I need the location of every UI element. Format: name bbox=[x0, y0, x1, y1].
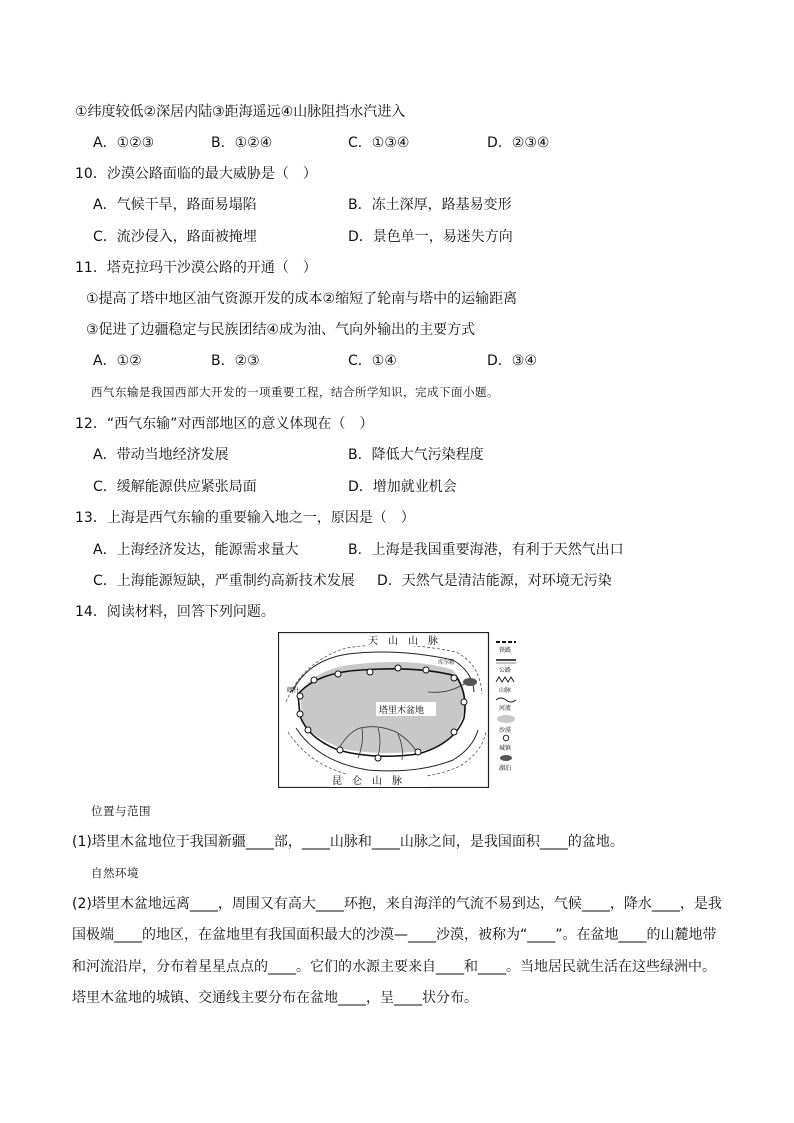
q13-option-d: D．天然气是清洁能源，对环境无污染 bbox=[377, 573, 612, 589]
tarim-basin-map bbox=[278, 632, 520, 788]
label-tianshan: 天 山 山 脉 bbox=[368, 636, 438, 647]
q10-option-b: B．冻土深厚，路基易变形 bbox=[348, 197, 512, 213]
lake-icon bbox=[463, 678, 477, 686]
q14-stem: 14．阅读材料，回答下列问题。 bbox=[75, 604, 275, 620]
q14-part2-line4: 塔里木盆地的城镇、交通线主要分布在盆地____，呈____状分布。 bbox=[72, 990, 478, 1006]
q9-items: ①纬度较低②深居内陆③距海遥远④山脉阻挡水汽进入 bbox=[75, 104, 406, 120]
label-kashgar: 喀什 bbox=[287, 686, 300, 694]
q11-option-d: D．③④ bbox=[487, 353, 537, 369]
q11-option-c: C．①④ bbox=[348, 353, 397, 369]
q14-part2-line1: (2)塔里木盆地远离____，周围又有高大____环抱，来自海洋的气流不易到达，气候____，降水____，是我 bbox=[72, 896, 722, 912]
svg-text:城镇: 城镇 bbox=[499, 745, 512, 752]
q10-option-a: A．气候干旱，路面易塌陷 bbox=[93, 197, 257, 213]
label-korla: 库尔勒 bbox=[438, 660, 455, 666]
q13-stem: 13．上海是西气东输的重要输入地之一，原因是（ ） bbox=[75, 510, 415, 526]
q14-part1: (1)塔里木盆地位于我国新疆____部，____山脉和____山脉之间，是我国面积____的盆地。 bbox=[72, 834, 624, 850]
svg-text:公路: 公路 bbox=[499, 667, 512, 674]
q12-option-a: A．带动当地经济发展 bbox=[93, 447, 229, 463]
svg-text:河流: 河流 bbox=[499, 705, 512, 712]
q10-stem: 10．沙漠公路面临的最大威胁是（ ） bbox=[75, 166, 317, 182]
svg-text:铁路: 铁路 bbox=[499, 647, 512, 654]
q11-items-2: ③促进了边疆稳定与民族团结④成为油、气向外输出的主要方式 bbox=[86, 322, 476, 338]
west-gas-intro: 西气东输是我国西部大开发的一项重要工程，结合所学知识，完成下面小题。 bbox=[91, 385, 499, 399]
q11-option-b: B．②③ bbox=[211, 353, 260, 369]
q10-option-c: C．流沙侵入，路面被掩埋 bbox=[93, 229, 257, 245]
q14-part2-line2: 国极端____的地区，在盆地里有我国面积最大的沙漠—____沙漠，被称为“____”。在盆地____的山麓地带 bbox=[72, 927, 717, 943]
q13-option-a: A．上海经济发达，能源需求量大 bbox=[93, 542, 299, 558]
q9-option-d: D．②③④ bbox=[487, 135, 550, 151]
label-kunlun: 昆 仑 山 脉 bbox=[332, 776, 402, 787]
q12-option-d: D．增加就业机会 bbox=[348, 479, 457, 495]
q13-option-b: B．上海是我国重要海港，有利于天然气出口 bbox=[348, 542, 624, 558]
q10-option-d: D．景色单一，易迷失方向 bbox=[348, 229, 513, 245]
q14-part2-line3: 和河流沿岸，分布着星星点点的____。它们的水源主要来自____和____。当地居民就生活在这些绿洲中。 bbox=[72, 959, 716, 975]
svg-text:沙漠: 沙漠 bbox=[499, 727, 512, 734]
svg-text:山脉: 山脉 bbox=[499, 687, 512, 694]
q12-option-c: C．缓解能源供应紧张局面 bbox=[93, 479, 257, 495]
q9-option-c: C．①③④ bbox=[348, 135, 410, 151]
q9-option-b: B．①②④ bbox=[211, 135, 273, 151]
q9-option-a: A．①②③ bbox=[93, 135, 155, 151]
q13-option-c: C．上海能源短缺，严重制约高新技术发展 bbox=[93, 573, 355, 589]
q12-stem: 12．“西气东输”对西部地区的意义体现在（ ） bbox=[75, 416, 374, 432]
q12-option-b: B．降低大气污染程度 bbox=[348, 447, 484, 463]
q11-option-a: A．①② bbox=[93, 353, 142, 369]
q11-stem: 11．塔克拉玛干沙漠公路的开通（ ） bbox=[75, 260, 317, 276]
section-heading-environment: 自然环境 bbox=[91, 866, 139, 880]
section-heading-location: 位置与范围 bbox=[91, 804, 151, 818]
label-tarim-basin: 塔里木盆地 bbox=[379, 706, 425, 716]
map-legend bbox=[496, 642, 516, 772]
svg-text:湖泊: 湖泊 bbox=[499, 765, 512, 772]
q11-items-1: ①提高了塔中地区油气资源开发的成本②缩短了轮南与塔中的运输距离 bbox=[86, 291, 518, 307]
